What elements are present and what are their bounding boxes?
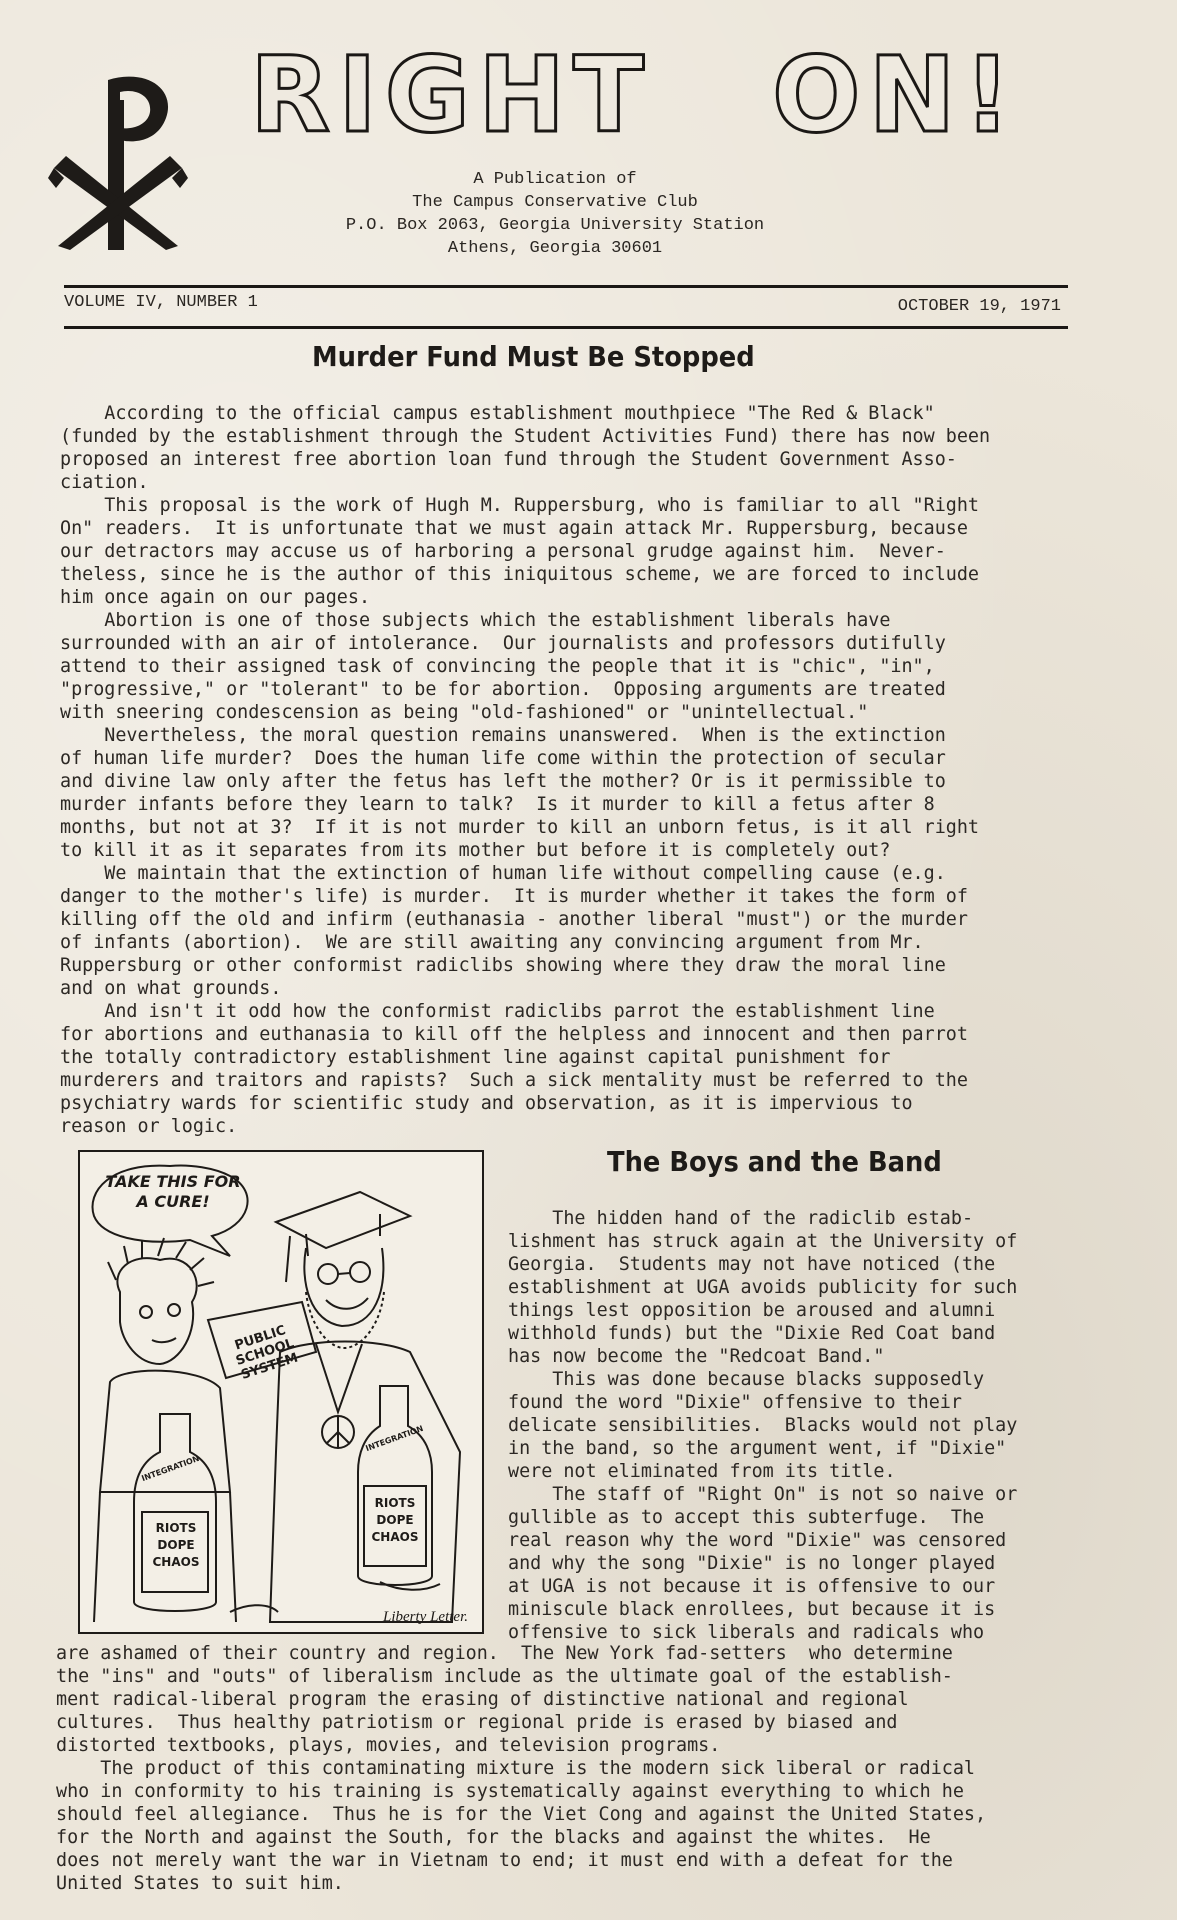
publication-info: [300, 168, 810, 260]
speech-bubble-text: TAKE THIS FOR A CURE!: [105, 1172, 241, 1211]
bottle-label: RIOTS DOPE CHAOS: [371, 1496, 419, 1544]
article-headline: Murder Fund Must Be Stopped: [312, 340, 755, 373]
volume-number: VOLUME IV, NUMBER 1: [64, 293, 258, 312]
bottle-band-label: INTEGRATION: [140, 1453, 201, 1484]
title-word-on: ON!: [772, 34, 1020, 156]
masthead-title: [250, 34, 1030, 156]
bottle-band-label: INTEGRATION: [364, 1423, 425, 1454]
pub-line: Athens, Georgia 30601: [447, 239, 663, 258]
pub-line: A Publication of: [473, 170, 637, 189]
article-headline: The Boys and the Band: [607, 1145, 942, 1178]
political-cartoon: [78, 1150, 484, 1634]
sign-text: PUBLIC SCHOOL SYSTEM: [233, 1322, 300, 1383]
bottle-label: RIOTS DOPE CHAOS: [152, 1521, 200, 1569]
top-rule: [64, 285, 1068, 288]
article-body: The hidden hand of the radiclib estab- lishment has struck again at the University of Georgia. Students may not have noticed (the establishment at UGA avoids publicity for such things lest opposition be aroused and alumni withhold funds) but the "Dixie Red Coat band has now become the "Redcoat Band." This was done because blacks supposedly found the word "Dixie" offensive to their delicate sensibilities. Blacks would not play in the band, so the argument went, if "Dixie" were not eliminated from its title. The staff of "Right On" is not so naive or gullible as to accept this subterfuge. The real reason why the word "Dixie" was censored and why the song "Dixie" is no longer played at UGA is not because it is offensive to our miniscule black enrollees, but because it is offensive to sick liberals and radicals who: [508, 1208, 1018, 1643]
pub-line: The Campus Conservative Club: [412, 193, 698, 212]
article-body: According to the official campus establishment mouthpiece "The Red & Black" (funded by the establishment through the Student Activities Fund) there has now been proposed an interest free abortion loan fund through the Student Government Asso- ciation. This proposal is the work of Hugh M. Ruppersburg, who is familiar to all "Right On" readers. It is unfortunate that we must again attack Mr. Ruppersburg, because our detractors may accuse us of harboring a personal grudge against him. Never- theless, since he is the author of this iniquitous scheme, we are forced to include him once again on our pages. Abortion is one of those subjects which the establishment liberals have surrounded with an air of intolerance. Our journalists and professors dutifully attend to their assigned task of convincing the people that it is "chic", "in", "progressive," or "tolerant" to be for abortion. Opposing arguments are treated with sneering condescension as being "old-fashioned" or "unintellectual." Nevertheless, the moral question remains unanswered. When is the extinction of human life murder? Does the human life come within the protection of secular and divine law only after the fetus has left the mother? Or is it permissible to murder infants before they learn to talk? Is it murder to kill a fetus after 8 months, but not at 3? If it is not murder to kill an unborn fetus, is it all right to kill it as it separates from its mother but before it is completely out? We maintain that the extinction of human life without compelling cause (e.g. danger to the mother's life) is murder. It is murder whether it takes the form of killing off the old and infirm (euthanasia - another liberal "must") or the murder of infants (abortion). We are still awaiting any convincing argument from Mr. Ruppersburg or other conformist radiclibs showing where they draw the moral line and on what grounds. And isn't it odd how the conformist radiclibs parrot the establishment line for abortions and euthanasia to kill off the helpless and innocent and then parrot the totally contradictory establishment line against capital punishment for murderers and traitors and rapists? Such a sick mentality must be referred to the psychiatry wards for scientific study and observation, as it is impervious to reason or logic.: [60, 403, 991, 1137]
cartoon-drawing: [80, 1152, 482, 1632]
pub-line: P.O. Box 2063, Georgia University Station: [345, 216, 765, 235]
bottom-rule: [64, 326, 1068, 329]
title-word-right: RIGHT: [250, 34, 653, 156]
issue-date: OCTOBER 19, 1971: [897, 297, 1061, 316]
article-body-continued: are ashamed of their country and region. The New York fad-setters who determine the "ins" and "outs" of liberalism include as the ultimate goal of the establish- ment radical-liberal program the erasing of distinctive national and regional cultures. Thus healthy patriotism or regional pride is erased by biased and distorted textbooks, plays, movies, and television programs. The product of this contaminating mixture is the modern sick liberal or radical who in conformity to his training is systematically against everything to which he should feel allegiance. Thus he is for the Viet Cong and against the United States, for the North and against the South, for the blacks and against the whites. He does not merely want the war in Vietnam to end; it must end with a defeat for the United States to suit him.: [56, 1643, 987, 1894]
cartoon-credit: Liberty Letter.: [383, 1609, 468, 1625]
chi-rho-icon: [48, 60, 188, 250]
